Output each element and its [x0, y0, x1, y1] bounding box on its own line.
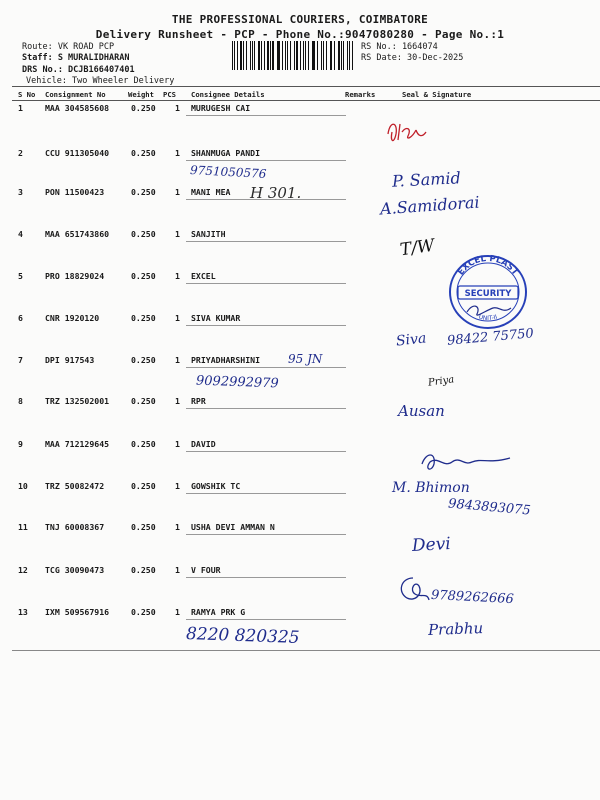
row-weight: 0.250	[131, 565, 156, 575]
row-pcs: 1	[175, 565, 180, 575]
barcode-bar	[303, 41, 304, 70]
handwritten-phone: 9843893075	[447, 496, 532, 519]
row-consignee: USHA DEVI AMMAN N	[191, 522, 275, 532]
row-pcs: 1	[175, 396, 180, 406]
row-sno: 13	[18, 607, 28, 617]
barcode-bar	[323, 41, 324, 70]
barcode-bar	[270, 41, 271, 70]
vehicle-label: Vehicle: Two Wheeler Delivery	[26, 76, 175, 86]
handwritten-phone: 9751050576	[189, 163, 267, 181]
signature-scribble	[416, 446, 516, 476]
svg-text:UNIT-II	[478, 314, 499, 323]
row-pcs: 1	[175, 522, 180, 532]
row-consignment-no: CCU 911305040	[45, 148, 110, 158]
table-bottom-rule	[12, 650, 600, 651]
row-pcs: 1	[175, 271, 180, 281]
red-signature	[382, 114, 432, 148]
drs-number: DRS No.: DCJB166407401	[22, 65, 135, 75]
barcode-bar	[347, 41, 348, 70]
barcode-bar	[343, 41, 344, 70]
row-pcs: 1	[175, 103, 180, 113]
row-consignment-no: TNJ 60008367	[45, 522, 105, 532]
row-consignee: SIVA KUMAR	[191, 313, 241, 323]
header-rule-bottom	[12, 100, 600, 101]
row-consignment-no: TRZ 132502001	[45, 396, 110, 406]
rs-date: RS Date: 30-Dec-2025	[361, 53, 464, 63]
handwritten-signature: A.Samidorai	[379, 192, 481, 219]
security-seal-stamp	[443, 252, 533, 332]
barcode-bar	[282, 41, 283, 70]
header-rule-top	[12, 86, 600, 87]
handwritten-phone: 9092992979	[195, 373, 279, 392]
row-consignee: GOWSHIK TC	[191, 481, 241, 491]
barcode-bar	[234, 41, 235, 70]
col-consignee: Consignee Details	[191, 90, 265, 99]
row-weight: 0.250	[131, 481, 156, 491]
col-weight: Weight	[128, 90, 154, 99]
handwritten-signature: Devi	[411, 534, 452, 556]
row-sno: 8	[18, 396, 23, 406]
row-pcs: 1	[175, 229, 180, 239]
consignee-underline	[186, 115, 346, 116]
barcode-bar	[326, 41, 327, 70]
handwritten-signature: Priya	[427, 374, 455, 389]
col-sno: S No	[18, 90, 36, 99]
consignee-underline	[186, 534, 346, 535]
row-pcs: 1	[175, 439, 180, 449]
row-consignment-no: TRZ 50082472	[45, 481, 105, 491]
stamp-center-text: SECURITY	[464, 289, 512, 299]
row-consignment-no: IXM 509567916	[45, 607, 110, 617]
barcode-bar	[278, 41, 279, 70]
barcode-bar	[341, 41, 342, 70]
barcode-bar	[261, 41, 262, 70]
col-pcs: PCS	[163, 90, 176, 99]
row-pcs: 1	[175, 355, 180, 365]
row-weight: 0.250	[131, 229, 156, 239]
stamp-top-text: EXCEL PLAST	[456, 253, 520, 278]
row-weight: 0.250	[131, 313, 156, 323]
handwritten-signature: Siva	[395, 330, 428, 350]
row-consignee: RPR	[191, 396, 206, 406]
row-pcs: 1	[175, 148, 180, 158]
row-consignment-no: MAA 304585608	[45, 103, 110, 113]
barcode-bar	[352, 41, 353, 70]
barcode-bar	[312, 41, 313, 70]
col-consignment: Consignment No	[45, 90, 106, 99]
row-sno: 10	[18, 481, 28, 491]
row-consignee: MANI MEA	[191, 187, 231, 197]
barcode-bar	[277, 41, 278, 70]
row-consignee: SANJITH	[191, 229, 226, 239]
staff-label: Staff: S MURALIDHARAN	[22, 53, 130, 63]
route-label: Route: VK ROAD PCP	[22, 42, 115, 52]
barcode-bar	[330, 41, 331, 70]
row-consignee: PRIYADHARSHINI	[191, 355, 261, 365]
row-sno: 7	[18, 355, 23, 365]
consignee-underline	[186, 367, 346, 368]
row-weight: 0.250	[131, 355, 156, 365]
barcode-bar	[264, 41, 265, 70]
barcode-bar	[243, 41, 244, 70]
row-consignee: RAMYA PRK G	[191, 607, 246, 617]
row-consignment-no: TCG 30090473	[45, 565, 105, 575]
consignee-underline	[186, 241, 346, 242]
barcode-bar	[349, 41, 350, 70]
row-sno: 11	[18, 522, 28, 532]
row-pcs: 1	[175, 481, 180, 491]
stamp-bottom-text: UNIT-II	[477, 313, 499, 323]
row-weight: 0.250	[131, 607, 156, 617]
row-sno: 5	[18, 271, 23, 281]
company-title: THE PROFESSIONAL COURIERS, COIMBATORE	[171, 13, 429, 26]
handwritten-phone: 9789262666	[430, 587, 515, 608]
barcode-bar	[287, 41, 288, 70]
barcode-bar	[237, 41, 238, 70]
row-weight: 0.250	[131, 103, 156, 113]
barcode-bar	[317, 41, 318, 70]
row-consignment-no: PON 11500423	[45, 187, 105, 197]
row-weight: 0.250	[131, 522, 156, 532]
row-consignee: DAVID	[191, 439, 216, 449]
handwritten-note: 95 JN	[288, 352, 323, 366]
handwritten-signature: M. Bhimon	[392, 480, 470, 496]
consignee-underline	[186, 283, 346, 284]
row-consignment-no: MAA 651743860	[45, 229, 110, 239]
handwritten-signature: Ausan	[398, 402, 445, 420]
handwritten-signature: P. Samid	[391, 168, 462, 191]
barcode-bar	[240, 41, 242, 70]
barcode-bar	[305, 41, 306, 70]
runsheet-title: Delivery Runsheet - PCP - Phone No.:9047080280 - Page No.:1	[95, 28, 505, 41]
barcode	[232, 41, 356, 70]
barcode-bar	[254, 41, 255, 70]
row-weight: 0.250	[131, 271, 156, 281]
consignee-underline	[186, 577, 346, 578]
row-pcs: 1	[175, 607, 180, 617]
barcode-bar	[258, 41, 260, 70]
handwritten-phone: 8220 820325	[185, 624, 300, 648]
barcode-bar	[285, 41, 286, 70]
col-remarks: Remarks	[345, 90, 376, 99]
row-consignee: SHANMUGA PANDI	[191, 148, 261, 158]
handwritten-signature: Prabhu	[427, 619, 484, 639]
barcode-bar	[338, 41, 340, 70]
svg-text:EXCEL PLAST	[456, 254, 520, 278]
consignee-underline	[186, 619, 346, 620]
row-consignment-no: DPI 917543	[45, 355, 95, 365]
rs-number: RS No.: 1664074	[361, 42, 438, 52]
barcode-bar	[331, 41, 332, 70]
barcode-bar	[300, 41, 301, 70]
row-pcs: 1	[175, 187, 180, 197]
consignee-underline	[186, 160, 346, 161]
row-sno: 9	[18, 439, 23, 449]
row-sno: 1	[18, 103, 23, 113]
row-sno: 6	[18, 313, 23, 323]
barcode-bar	[250, 41, 251, 70]
consignee-underline	[186, 325, 346, 326]
row-weight: 0.250	[131, 396, 156, 406]
barcode-bar	[313, 41, 315, 70]
row-sno: 2	[18, 148, 23, 158]
row-consignee: MURUGESH CAI	[191, 103, 251, 113]
consignee-underline	[186, 493, 346, 494]
barcode-bar	[294, 41, 296, 70]
barcode-bar	[232, 41, 233, 70]
row-weight: 0.250	[131, 148, 156, 158]
barcode-bar	[296, 41, 297, 70]
consignee-underline	[186, 408, 346, 409]
row-sno: 4	[18, 229, 23, 239]
barcode-bar	[334, 41, 335, 70]
barcode-bar	[246, 41, 247, 70]
handwritten-phone: 98422 75750	[446, 326, 535, 349]
row-weight: 0.250	[131, 187, 156, 197]
barcode-bar	[290, 41, 291, 70]
row-consignment-no: PRO 18829024	[45, 271, 105, 281]
barcode-bar	[308, 41, 309, 70]
barcode-bar	[272, 41, 274, 70]
row-consignee: EXCEL	[191, 271, 216, 281]
row-consignee: V FOUR	[191, 565, 221, 575]
signature-scribble	[393, 572, 433, 608]
barcode-bar	[321, 41, 322, 70]
row-consignment-no: CNR 1920120	[45, 313, 100, 323]
handwritten-note: H 301.	[250, 184, 302, 202]
consignee-underline	[186, 451, 346, 452]
row-pcs: 1	[175, 313, 180, 323]
row-sno: 12	[18, 565, 28, 575]
barcode-bar	[267, 41, 268, 70]
row-weight: 0.250	[131, 439, 156, 449]
col-seal-signature: Seal & Signature	[402, 90, 472, 99]
row-consignment-no: MAA 712129645	[45, 439, 110, 449]
row-sno: 3	[18, 187, 23, 197]
handwritten-signature: T/W	[398, 235, 436, 261]
barcode-bar	[252, 41, 253, 70]
